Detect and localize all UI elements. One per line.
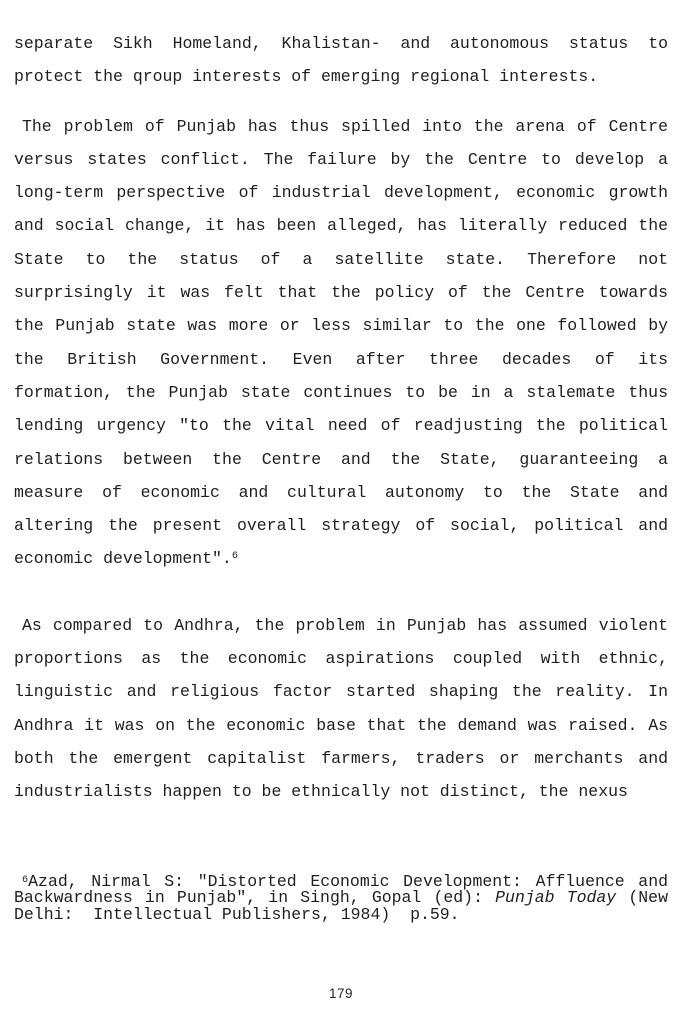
text-line: altering the present overall strategy of social, political and [14,516,668,536]
text-line: separate Sikh Homeland, Khalistan- and autonomous status to [14,34,668,53]
text-line: the British Government. Even after three decades of its [14,349,668,369]
text-line: lending urgency "to the vital need of readjusting the political [14,416,668,436]
text-line: industrialists happen to be ethnically not distinct, the nexus [14,782,628,802]
text-line: formation, the Punjab state continues to be in a stalemate thus [14,382,668,402]
text-line: measure of economic and cultural autonomy to the State and [14,482,668,502]
text-line: the Punjab state was more or less similar to the one followed by [14,316,668,336]
footnote [14,871,668,924]
footnote-marker: 6 [231,550,238,563]
footnote-marker: 6 [22,873,29,886]
book-title-italic: Punjab Today [495,888,617,908]
paragraph [14,27,668,94]
text-line: Delhi: Intellectual Publishers, 1984) p.59. [14,904,460,924]
paragraph [14,609,668,809]
text-line: proportions as the economic aspirations coupled with ethnic, [14,649,668,669]
text-line: surprisingly it was felt that the policy of the Centre towards [14,283,668,303]
text-line: State to the status of a satellite state. Therefore not [14,249,668,269]
text-line: versus states conflict. The failure by the Centre to develop a [14,149,668,169]
text-line: protect the qroup interests of emerging regional interests. [14,67,599,87]
text-line: long-term perspective of industrial development, economic growth [14,183,668,203]
text-line: Backwardness in Punjab", in Singh, Gopal (ed): Punjab Today (New [14,888,668,908]
text-line: economic development".$^6$ [14,549,238,569]
paragraph [14,110,668,576]
text-line: The problem of Punjab has thus spilled into the arena of Centre [22,116,668,136]
text-line: and social change, it has been alleged, has literally reduced the [14,216,668,236]
text-line: Andhra it was on the economic base that the demand was raised. As [14,715,668,735]
page-body [14,27,668,809]
text-line: linguistic and religious factor started shaping the reality. In [14,682,668,702]
page-number: 179 [328,986,354,1002]
text-line: both the emergent capitalist farmers, traders or merchants and [14,748,668,768]
text-line: As compared to Andhra, the problem in Punjab has assumed violent [22,615,668,635]
text-line: relations between the Centre and the State, guaranteeing a [14,449,668,469]
text-line: $^6$Azad, Nirmal S: "Distorted Economic Development: Affluence and [22,871,668,891]
